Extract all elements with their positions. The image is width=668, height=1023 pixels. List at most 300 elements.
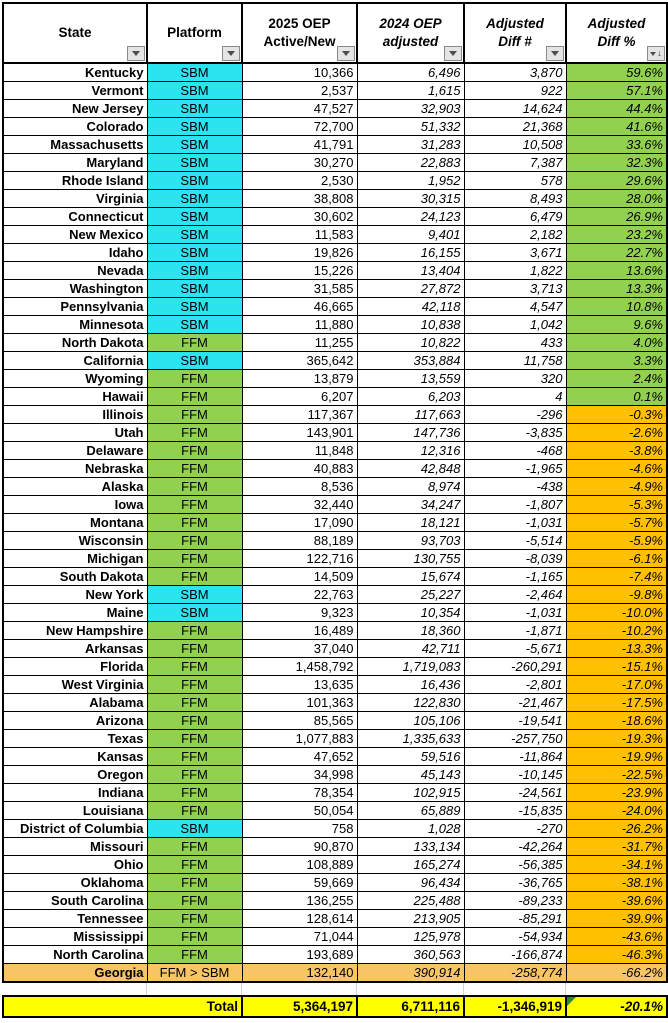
oep2025-cell[interactable]: 365,642 [242,352,357,370]
state-cell[interactable]: Pennsylvania [3,298,147,316]
oep2025-cell[interactable]: 2,530 [242,172,357,190]
diff-percent-cell[interactable]: -66.2% [566,964,667,983]
diff-percent-cell[interactable]: 4.0% [566,334,667,352]
diff-percent-cell[interactable]: -3.8% [566,442,667,460]
oep2024-cell[interactable]: 360,563 [357,946,464,964]
diff-percent-cell[interactable]: 41.6% [566,118,667,136]
state-cell[interactable]: Tennessee [3,910,147,928]
state-cell[interactable]: Illinois [3,406,147,424]
state-cell[interactable]: Michigan [3,550,147,568]
state-cell[interactable]: South Carolina [3,892,147,910]
diff-number-cell[interactable]: 4 [464,388,566,406]
state-cell[interactable]: Connecticut [3,208,147,226]
oep2024-cell[interactable]: 225,488 [357,892,464,910]
oep2024-cell[interactable]: 27,872 [357,280,464,298]
platform-cell[interactable]: FFM [147,730,242,748]
platform-cell[interactable]: SBM [147,226,242,244]
oep2024-cell[interactable]: 1,028 [357,820,464,838]
oep2025-cell[interactable]: 14,509 [242,568,357,586]
state-cell[interactable]: Arkansas [3,640,147,658]
oep2024-cell[interactable]: 105,106 [357,712,464,730]
diff-percent-cell[interactable]: 13.3% [566,280,667,298]
diff-percent-cell[interactable]: -34.1% [566,856,667,874]
diff-number-cell[interactable]: -56,385 [464,856,566,874]
oep2024-cell[interactable]: 42,711 [357,640,464,658]
state-cell[interactable]: Montana [3,514,147,532]
oep2024-cell[interactable]: 13,559 [357,370,464,388]
state-cell[interactable]: Minnesota [3,316,147,334]
state-cell[interactable]: Georgia [3,964,147,983]
state-cell[interactable]: Rhode Island [3,172,147,190]
filter-sorted-button[interactable] [647,46,665,61]
diff-percent-cell[interactable]: -7.4% [566,568,667,586]
diff-number-cell[interactable]: -11,864 [464,748,566,766]
diff-number-cell[interactable]: -1,871 [464,622,566,640]
platform-cell[interactable]: SBM [147,298,242,316]
diff-number-cell[interactable]: 6,479 [464,208,566,226]
diff-number-cell[interactable]: 3,671 [464,244,566,262]
platform-cell[interactable]: SBM [147,208,242,226]
state-cell[interactable]: Kentucky [3,63,147,82]
diff-percent-cell[interactable]: 23.2% [566,226,667,244]
diff-number-cell[interactable]: 922 [464,82,566,100]
state-cell[interactable]: Wyoming [3,370,147,388]
oep2025-cell[interactable]: 32,440 [242,496,357,514]
oep2025-cell[interactable]: 13,635 [242,676,357,694]
oep2025-cell[interactable]: 193,689 [242,946,357,964]
diff-number-cell[interactable]: -1,165 [464,568,566,586]
diff-number-cell[interactable]: 7,387 [464,154,566,172]
state-cell[interactable]: North Carolina [3,946,147,964]
oep2024-cell[interactable]: 30,315 [357,190,464,208]
state-cell[interactable]: West Virginia [3,676,147,694]
diff-number-cell[interactable]: -1,031 [464,514,566,532]
oep2025-cell[interactable]: 132,140 [242,964,357,983]
oep2025-cell[interactable]: 101,363 [242,694,357,712]
diff-number-cell[interactable]: -10,145 [464,766,566,784]
oep2025-cell[interactable]: 16,489 [242,622,357,640]
diff-percent-cell[interactable]: 9.6% [566,316,667,334]
total-oep2025-cell[interactable]: 5,364,197 [242,996,357,1017]
oep2025-cell[interactable]: 11,255 [242,334,357,352]
diff-percent-cell[interactable]: -19.9% [566,748,667,766]
diff-percent-cell[interactable]: -5.3% [566,496,667,514]
diff-number-cell[interactable]: 3,870 [464,63,566,82]
diff-number-cell[interactable]: 10,508 [464,136,566,154]
platform-cell[interactable]: SBM [147,172,242,190]
diff-percent-cell[interactable]: -9.8% [566,586,667,604]
total-label-cell[interactable]: Total [3,996,242,1017]
oep2025-cell[interactable]: 31,585 [242,280,357,298]
diff-number-cell[interactable]: -5,514 [464,532,566,550]
oep2024-cell[interactable]: 8,974 [357,478,464,496]
state-cell[interactable]: Idaho [3,244,147,262]
oep2024-cell[interactable]: 10,838 [357,316,464,334]
oep2025-cell[interactable]: 37,040 [242,640,357,658]
diff-percent-cell[interactable]: -17.5% [566,694,667,712]
platform-cell[interactable]: FFM [147,838,242,856]
filter-dropdown-button[interactable] [444,46,462,61]
oep2024-cell[interactable]: 93,703 [357,532,464,550]
oep2025-cell[interactable]: 11,848 [242,442,357,460]
platform-cell[interactable]: FFM [147,442,242,460]
filter-dropdown-button[interactable] [546,46,564,61]
state-cell[interactable]: Oregon [3,766,147,784]
oep2024-cell[interactable]: 34,247 [357,496,464,514]
filter-dropdown-button[interactable] [337,46,355,61]
oep2024-cell[interactable]: 147,736 [357,424,464,442]
oep2024-cell[interactable]: 18,121 [357,514,464,532]
state-cell[interactable]: New Hampshire [3,622,147,640]
platform-cell[interactable]: FFM [147,856,242,874]
state-cell[interactable]: Louisiana [3,802,147,820]
platform-cell[interactable]: FFM [147,568,242,586]
platform-cell[interactable]: SBM [147,154,242,172]
diff-number-cell[interactable]: -21,467 [464,694,566,712]
diff-percent-cell[interactable]: -31.7% [566,838,667,856]
oep2024-cell[interactable]: 1,335,633 [357,730,464,748]
state-cell[interactable]: New York [3,586,147,604]
diff-number-cell[interactable]: -54,934 [464,928,566,946]
state-cell[interactable]: Nevada [3,262,147,280]
oep2024-cell[interactable]: 16,436 [357,676,464,694]
oep2024-cell[interactable]: 24,123 [357,208,464,226]
diff-number-cell[interactable]: -438 [464,478,566,496]
state-cell[interactable]: Oklahoma [3,874,147,892]
oep2024-cell[interactable]: 42,848 [357,460,464,478]
diff-percent-cell[interactable]: 10.8% [566,298,667,316]
oep2025-cell[interactable]: 108,889 [242,856,357,874]
state-cell[interactable]: Ohio [3,856,147,874]
platform-cell[interactable]: FFM [147,766,242,784]
diff-percent-cell[interactable]: 2.4% [566,370,667,388]
oep2024-cell[interactable]: 1,615 [357,82,464,100]
diff-percent-cell[interactable]: -22.5% [566,766,667,784]
state-cell[interactable]: Massachusetts [3,136,147,154]
diff-percent-cell[interactable]: -24.0% [566,802,667,820]
diff-number-cell[interactable]: 11,758 [464,352,566,370]
diff-number-cell[interactable]: -468 [464,442,566,460]
oep2025-cell[interactable]: 34,998 [242,766,357,784]
oep2025-cell[interactable]: 15,226 [242,262,357,280]
oep2024-cell[interactable]: 25,227 [357,586,464,604]
diff-percent-cell[interactable]: -10.2% [566,622,667,640]
oep2025-cell[interactable]: 72,700 [242,118,357,136]
state-cell[interactable]: Virginia [3,190,147,208]
state-cell[interactable]: North Dakota [3,334,147,352]
platform-cell[interactable]: SBM [147,262,242,280]
diff-number-cell[interactable]: -166,874 [464,946,566,964]
diff-number-cell[interactable]: -2,464 [464,586,566,604]
diff-percent-cell[interactable]: 33.6% [566,136,667,154]
oep2024-cell[interactable]: 10,822 [357,334,464,352]
oep2024-cell[interactable]: 1,952 [357,172,464,190]
oep2024-cell[interactable]: 59,516 [357,748,464,766]
platform-cell[interactable]: FFM [147,802,242,820]
oep2025-cell[interactable]: 17,090 [242,514,357,532]
platform-cell[interactable]: SBM [147,604,242,622]
diff-number-cell[interactable]: 578 [464,172,566,190]
oep2024-cell[interactable]: 31,283 [357,136,464,154]
diff-number-cell[interactable]: 21,368 [464,118,566,136]
oep2025-cell[interactable]: 11,583 [242,226,357,244]
diff-percent-cell[interactable]: 0.1% [566,388,667,406]
oep2024-cell[interactable]: 15,674 [357,568,464,586]
diff-number-cell[interactable]: -5,671 [464,640,566,658]
oep2025-cell[interactable]: 88,189 [242,532,357,550]
state-cell[interactable]: Texas [3,730,147,748]
state-cell[interactable]: Indiana [3,784,147,802]
state-cell[interactable]: Wisconsin [3,532,147,550]
oep2024-cell[interactable]: 102,915 [357,784,464,802]
oep2025-cell[interactable]: 47,652 [242,748,357,766]
diff-number-cell[interactable]: -1,965 [464,460,566,478]
diff-percent-cell[interactable]: -4.6% [566,460,667,478]
diff-percent-cell[interactable]: -46.3% [566,946,667,964]
filter-dropdown-button[interactable] [222,46,240,61]
diff-number-cell[interactable]: 14,624 [464,100,566,118]
oep2024-cell[interactable]: 117,663 [357,406,464,424]
diff-number-cell[interactable]: -258,774 [464,964,566,983]
diff-percent-cell[interactable]: 13.6% [566,262,667,280]
platform-cell[interactable]: FFM [147,784,242,802]
oep2025-cell[interactable]: 2,537 [242,82,357,100]
diff-percent-cell[interactable]: -26.2% [566,820,667,838]
platform-cell[interactable]: FFM [147,910,242,928]
oep2025-cell[interactable]: 758 [242,820,357,838]
oep2025-cell[interactable]: 78,354 [242,784,357,802]
platform-cell[interactable]: SBM [147,586,242,604]
diff-number-cell[interactable]: -260,291 [464,658,566,676]
oep2024-cell[interactable]: 18,360 [357,622,464,640]
diff-percent-cell[interactable]: 28.0% [566,190,667,208]
diff-number-cell[interactable]: -24,561 [464,784,566,802]
oep2025-cell[interactable]: 90,870 [242,838,357,856]
platform-cell[interactable]: FFM [147,874,242,892]
oep2025-cell[interactable]: 38,808 [242,190,357,208]
oep2025-cell[interactable]: 19,826 [242,244,357,262]
oep2024-cell[interactable]: 9,401 [357,226,464,244]
diff-percent-cell[interactable]: -2.6% [566,424,667,442]
diff-percent-cell[interactable]: -0.3% [566,406,667,424]
diff-number-cell[interactable]: -257,750 [464,730,566,748]
state-cell[interactable]: New Jersey [3,100,147,118]
oep2024-cell[interactable]: 130,755 [357,550,464,568]
diff-number-cell[interactable]: 4,547 [464,298,566,316]
platform-cell[interactable]: SBM [147,100,242,118]
diff-number-cell[interactable]: 3,713 [464,280,566,298]
diff-percent-cell[interactable]: -18.6% [566,712,667,730]
oep2025-cell[interactable]: 122,716 [242,550,357,568]
diff-percent-cell[interactable]: -6.1% [566,550,667,568]
oep2024-cell[interactable]: 353,884 [357,352,464,370]
state-cell[interactable]: New Mexico [3,226,147,244]
state-cell[interactable]: Hawaii [3,388,147,406]
platform-cell[interactable]: FFM [147,496,242,514]
platform-cell[interactable]: FFM [147,676,242,694]
filter-dropdown-button[interactable] [127,46,145,61]
diff-number-cell[interactable]: -19,541 [464,712,566,730]
diff-percent-cell[interactable]: 22.7% [566,244,667,262]
diff-percent-cell[interactable]: 44.4% [566,100,667,118]
oep2024-cell[interactable]: 1,719,083 [357,658,464,676]
state-cell[interactable]: Maryland [3,154,147,172]
oep2025-cell[interactable]: 46,665 [242,298,357,316]
state-cell[interactable]: Arizona [3,712,147,730]
platform-cell[interactable]: SBM [147,82,242,100]
state-cell[interactable]: Kansas [3,748,147,766]
oep2025-cell[interactable]: 11,880 [242,316,357,334]
oep2025-cell[interactable]: 85,565 [242,712,357,730]
oep2025-cell[interactable]: 9,323 [242,604,357,622]
diff-number-cell[interactable]: 2,182 [464,226,566,244]
diff-percent-cell[interactable]: -13.3% [566,640,667,658]
platform-cell[interactable]: FFM [147,460,242,478]
oep2025-cell[interactable]: 1,458,792 [242,658,357,676]
platform-cell[interactable]: FFM [147,658,242,676]
oep2024-cell[interactable]: 45,143 [357,766,464,784]
platform-cell[interactable]: SBM [147,820,242,838]
platform-cell[interactable]: SBM [147,190,242,208]
oep2024-cell[interactable]: 42,118 [357,298,464,316]
oep2024-cell[interactable]: 213,905 [357,910,464,928]
oep2025-cell[interactable]: 22,763 [242,586,357,604]
platform-cell[interactable]: FFM [147,406,242,424]
diff-percent-cell[interactable]: -39.6% [566,892,667,910]
diff-percent-cell[interactable]: -39.9% [566,910,667,928]
oep2024-cell[interactable]: 16,155 [357,244,464,262]
diff-percent-cell[interactable]: -5.9% [566,532,667,550]
platform-cell[interactable]: SBM [147,63,242,82]
diff-number-cell[interactable]: -1,807 [464,496,566,514]
oep2024-cell[interactable]: 6,203 [357,388,464,406]
diff-percent-cell[interactable]: 3.3% [566,352,667,370]
diff-percent-cell[interactable]: -17.0% [566,676,667,694]
state-cell[interactable]: Delaware [3,442,147,460]
oep2025-cell[interactable]: 117,367 [242,406,357,424]
oep2025-cell[interactable]: 47,527 [242,100,357,118]
oep2025-cell[interactable]: 59,669 [242,874,357,892]
diff-number-cell[interactable]: -270 [464,820,566,838]
oep2025-cell[interactable]: 8,536 [242,478,357,496]
platform-cell[interactable]: FFM [147,334,242,352]
platform-cell[interactable]: FFM [147,748,242,766]
state-cell[interactable]: Washington [3,280,147,298]
oep2025-cell[interactable]: 71,044 [242,928,357,946]
platform-cell[interactable]: FFM [147,694,242,712]
platform-cell[interactable]: FFM [147,388,242,406]
diff-number-cell[interactable]: -3,835 [464,424,566,442]
diff-number-cell[interactable]: -89,233 [464,892,566,910]
diff-percent-cell[interactable]: 29.6% [566,172,667,190]
oep2025-cell[interactable]: 13,879 [242,370,357,388]
diff-percent-cell[interactable]: -19.3% [566,730,667,748]
oep2024-cell[interactable]: 6,496 [357,63,464,82]
oep2025-cell[interactable]: 50,054 [242,802,357,820]
diff-percent-cell[interactable]: -15.1% [566,658,667,676]
diff-percent-cell[interactable]: 32.3% [566,154,667,172]
diff-percent-cell[interactable]: -5.7% [566,514,667,532]
platform-cell[interactable]: FFM [147,928,242,946]
platform-cell[interactable]: FFM [147,892,242,910]
diff-number-cell[interactable]: -1,031 [464,604,566,622]
platform-cell[interactable]: FFM [147,532,242,550]
total-oep2024-cell[interactable]: 6,711,116 [357,996,464,1017]
platform-cell[interactable]: FFM [147,550,242,568]
diff-number-cell[interactable]: 1,822 [464,262,566,280]
oep2024-cell[interactable]: 133,134 [357,838,464,856]
state-cell[interactable]: Alaska [3,478,147,496]
state-cell[interactable]: Nebraska [3,460,147,478]
oep2024-cell[interactable]: 96,434 [357,874,464,892]
platform-cell[interactable]: FFM [147,640,242,658]
state-cell[interactable]: Maine [3,604,147,622]
oep2024-cell[interactable]: 125,978 [357,928,464,946]
diff-number-cell[interactable]: -296 [464,406,566,424]
state-cell[interactable]: Iowa [3,496,147,514]
diff-percent-cell[interactable]: -38.1% [566,874,667,892]
oep2025-cell[interactable]: 1,077,883 [242,730,357,748]
platform-cell[interactable]: FFM [147,478,242,496]
diff-number-cell[interactable]: -15,835 [464,802,566,820]
oep2025-cell[interactable]: 40,883 [242,460,357,478]
diff-number-cell[interactable]: -42,264 [464,838,566,856]
oep2024-cell[interactable]: 12,316 [357,442,464,460]
oep2025-cell[interactable]: 10,366 [242,63,357,82]
diff-number-cell[interactable]: 8,493 [464,190,566,208]
diff-percent-cell[interactable]: 57.1% [566,82,667,100]
platform-cell[interactable]: SBM [147,280,242,298]
platform-cell[interactable]: FFM [147,946,242,964]
oep2024-cell[interactable]: 390,914 [357,964,464,983]
oep2025-cell[interactable]: 136,255 [242,892,357,910]
diff-percent-cell[interactable]: 26.9% [566,208,667,226]
diff-number-cell[interactable]: 320 [464,370,566,388]
oep2025-cell[interactable]: 143,901 [242,424,357,442]
oep2024-cell[interactable]: 13,404 [357,262,464,280]
diff-percent-cell[interactable]: -4.9% [566,478,667,496]
diff-number-cell[interactable]: 1,042 [464,316,566,334]
state-cell[interactable]: Missouri [3,838,147,856]
platform-cell[interactable]: SBM [147,316,242,334]
total-diff-cell[interactable]: -1,346,919 [464,996,566,1017]
state-cell[interactable]: South Dakota [3,568,147,586]
diff-number-cell[interactable]: -8,039 [464,550,566,568]
oep2024-cell[interactable]: 10,354 [357,604,464,622]
state-cell[interactable]: Mississippi [3,928,147,946]
diff-percent-cell[interactable]: -10.0% [566,604,667,622]
platform-cell[interactable]: SBM [147,244,242,262]
oep2025-cell[interactable]: 128,614 [242,910,357,928]
state-cell[interactable]: Florida [3,658,147,676]
oep2025-cell[interactable]: 41,791 [242,136,357,154]
state-cell[interactable]: Utah [3,424,147,442]
total-percent-cell[interactable] [566,996,667,1017]
diff-number-cell[interactable]: 433 [464,334,566,352]
oep2024-cell[interactable]: 32,903 [357,100,464,118]
state-cell[interactable]: Vermont [3,82,147,100]
oep2024-cell[interactable]: 165,274 [357,856,464,874]
platform-cell[interactable]: FFM [147,424,242,442]
diff-number-cell[interactable]: -85,291 [464,910,566,928]
platform-cell[interactable]: SBM [147,118,242,136]
oep2025-cell[interactable]: 30,270 [242,154,357,172]
platform-cell[interactable]: FFM > SBM [147,964,242,983]
platform-cell[interactable]: FFM [147,712,242,730]
state-cell[interactable]: Alabama [3,694,147,712]
oep2024-cell[interactable]: 22,883 [357,154,464,172]
oep2024-cell[interactable]: 65,889 [357,802,464,820]
